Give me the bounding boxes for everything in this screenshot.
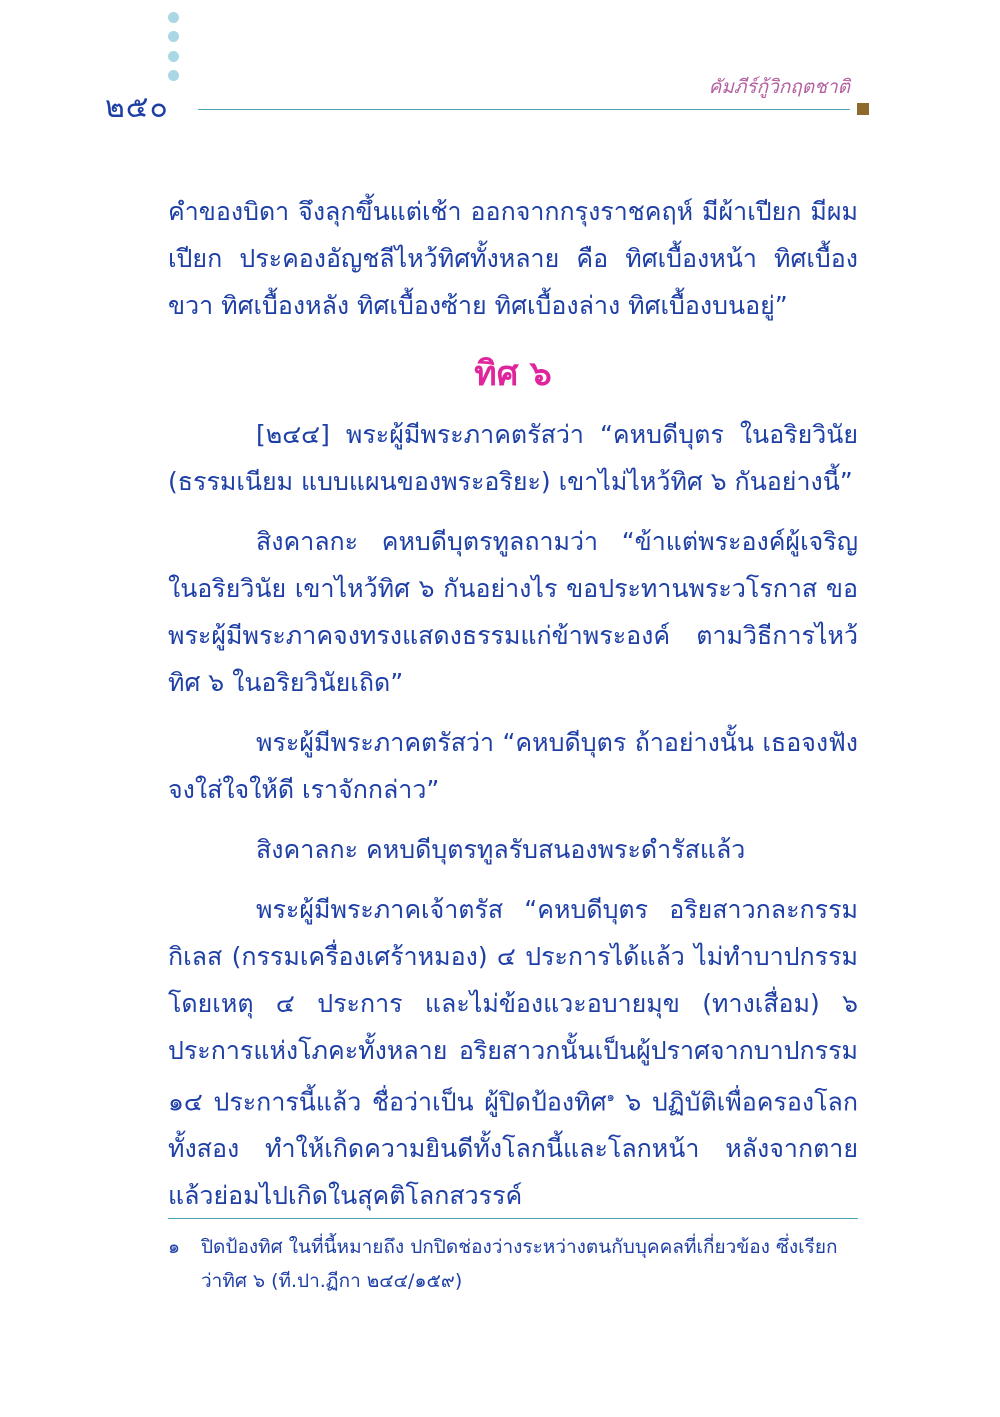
paragraph <box>168 886 858 1219</box>
paragraph: สิงคาลกะ คหบดีบุตรทูลรับสนองพระดำรัสแล้ว <box>256 835 746 864</box>
header-square-ornament <box>857 103 869 115</box>
decorative-dot <box>168 70 179 81</box>
paragraph-text: พระผู้มีพระภาคเจ้าตรัส “คหบดีบุตร อริยสาวกละกรรมกิเลส (กรรมเครื่องเศร้าหมอง) ๔ ประการได้แล้ว ไม่ทำบาปกรรมโดยเหตุ ๔ ประการ และไม่ข้องแวะอบายมุข (ทางเสื่อม) ๖ ประการแห่งโภคะทั้งหลาย อริยสาวกนั้นเป็นผู้ปราศจากบาปกรรม ๑๔ ประการนี้แล้ว ชื่อว่าเป็น ผู้ปิดป้องทิศ <box>168 895 858 1117</box>
header-rule <box>198 109 850 110</box>
page-number: ๒๕๐ <box>105 90 169 125</box>
paragraph: [๒๔๔] พระผู้มีพระภาคตรัสว่า “คหบดีบุตร ในอริยวินัย (ธรรมเนียม แบบแผนของพระอริยะ) เขาไม่ไหว้ทิศ ๖ กันอย่างนี้” <box>168 420 858 496</box>
decorative-dot <box>168 51 179 62</box>
decorative-dot <box>168 31 179 42</box>
page-body <box>168 188 858 1219</box>
section-heading: ทิศ ๖ <box>474 354 552 394</box>
running-header-title: คัมภีร์กู้วิกฤตชาติ <box>708 76 850 98</box>
paragraph-text: ๖ ปฏิบัติเพื่อครองโลกทั้งสอง ทำให้เกิดความยินดีทั้งโลกนี้และโลกหน้า หลังจากตาย แล้วย่อมไปเกิดในสุคติโลกสวรรค์ <box>168 1087 858 1211</box>
footnote <box>168 1230 858 1298</box>
paragraph: คำของบิดา จึงลุกขึ้นแต่เช้า ออกจากกรุงราชคฤห์ มีผ้าเปียก มีผมเปียก ประคองอัญชลีไหว้ทิศทั้งหลาย คือ ทิศเบื้องหน้า ทิศเบื้องขวา ทิศเบื้องหลัง ทิศเบื้องซ้าย ทิศเบื้องล่าง ทิศเบื้องบนอยู่” <box>168 197 858 320</box>
footnote-rule <box>168 1218 858 1219</box>
paragraph: พระผู้มีพระภาคตรัสว่า “คหบดีบุตร ถ้าอย่างนั้น เธอจงฟัง จงใส่ใจให้ดี เราจักกล่าว” <box>168 728 858 804</box>
footnote-marker: ๑ <box>606 1090 615 1105</box>
footnote-text: ปิดป้องทิศ ในที่นี้หมายถึง ปกปิดช่องว่างระหว่างตนกับบุคคลที่เกี่ยวข้อง ซึ่งเรียกว่าทิศ ๖ (ที.ปา.ฏีกา ๒๔๔/๑๕๙) <box>201 1236 838 1292</box>
paragraph: สิงคาลกะ คหบดีบุตรทูลถามว่า “ข้าแต่พระองค์ผู้เจริญ ในอริยวินัย เขาไหว้ทิศ ๖ กันอย่างไร ขอประทานพระวโรกาส ขอพระผู้มีพระภาคจงทรงแสดงธรรมแก่ข้าพระองค์ ตามวิธีการไหว้ทิศ ๖ ในอริยวินัยเถิด” <box>168 527 858 697</box>
footnote-number: ๑ <box>168 1236 181 1258</box>
decorative-dot <box>168 12 179 23</box>
